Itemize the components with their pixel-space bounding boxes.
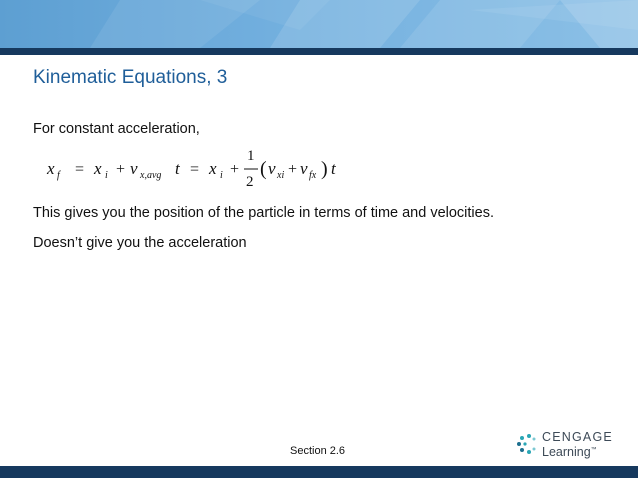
eq-equals-2: =	[190, 161, 200, 178]
eq-sub-xi: xi	[277, 170, 285, 181]
eq-sub-i-1: i	[105, 170, 108, 181]
section-label: Section 2.6	[290, 445, 346, 457]
logo-trademark: ™	[590, 446, 597, 453]
footer-bar	[0, 466, 638, 478]
body-line-1: This gives you the position of the particle in terms of time and velocities.	[33, 205, 494, 221]
eq-x-i-2: x	[209, 159, 217, 178]
eq-v-xi: v	[268, 159, 276, 178]
banner-pattern	[0, 0, 638, 48]
header-banner	[0, 0, 638, 48]
eq-open-paren: (	[260, 158, 267, 180]
cengage-logo-mark-icon	[516, 433, 538, 455]
eq-sub-i-2: i	[220, 170, 223, 181]
slide-title: Kinematic Equations, 3	[33, 67, 228, 88]
eq-v-avg: v	[130, 159, 138, 178]
eq-x-i: x	[94, 159, 102, 178]
eq-sub-fx: fx	[309, 170, 317, 181]
logo-wordmark-bottom	[542, 445, 597, 459]
eq-numerator: 1	[247, 148, 255, 164]
eq-t-2: t	[331, 159, 336, 178]
cengage-logo	[516, 429, 616, 461]
logo-wordmark-top: CENGAGE	[542, 430, 613, 444]
header-stripe	[0, 48, 638, 55]
eq-t-1: t	[175, 159, 180, 178]
eq-sub-f: f	[57, 170, 60, 181]
eq-denominator: 2	[246, 174, 254, 190]
logo-learning-text: Learning	[542, 445, 591, 459]
body-line-2: Doesn’t give you the acceleration	[33, 235, 247, 251]
eq-plus-1: +	[116, 161, 126, 178]
eq-close-paren: )	[321, 158, 328, 180]
kinematic-equation	[44, 138, 344, 192]
eq-x: x	[47, 159, 55, 178]
eq-sub-x-avg: x,avg	[140, 170, 162, 181]
eq-v-fx: v	[300, 159, 308, 178]
eq-equals-1: =	[75, 161, 85, 178]
eq-plus-3: +	[288, 161, 298, 178]
intro-text: For constant acceleration,	[33, 121, 200, 137]
eq-plus-2: +	[230, 161, 240, 178]
